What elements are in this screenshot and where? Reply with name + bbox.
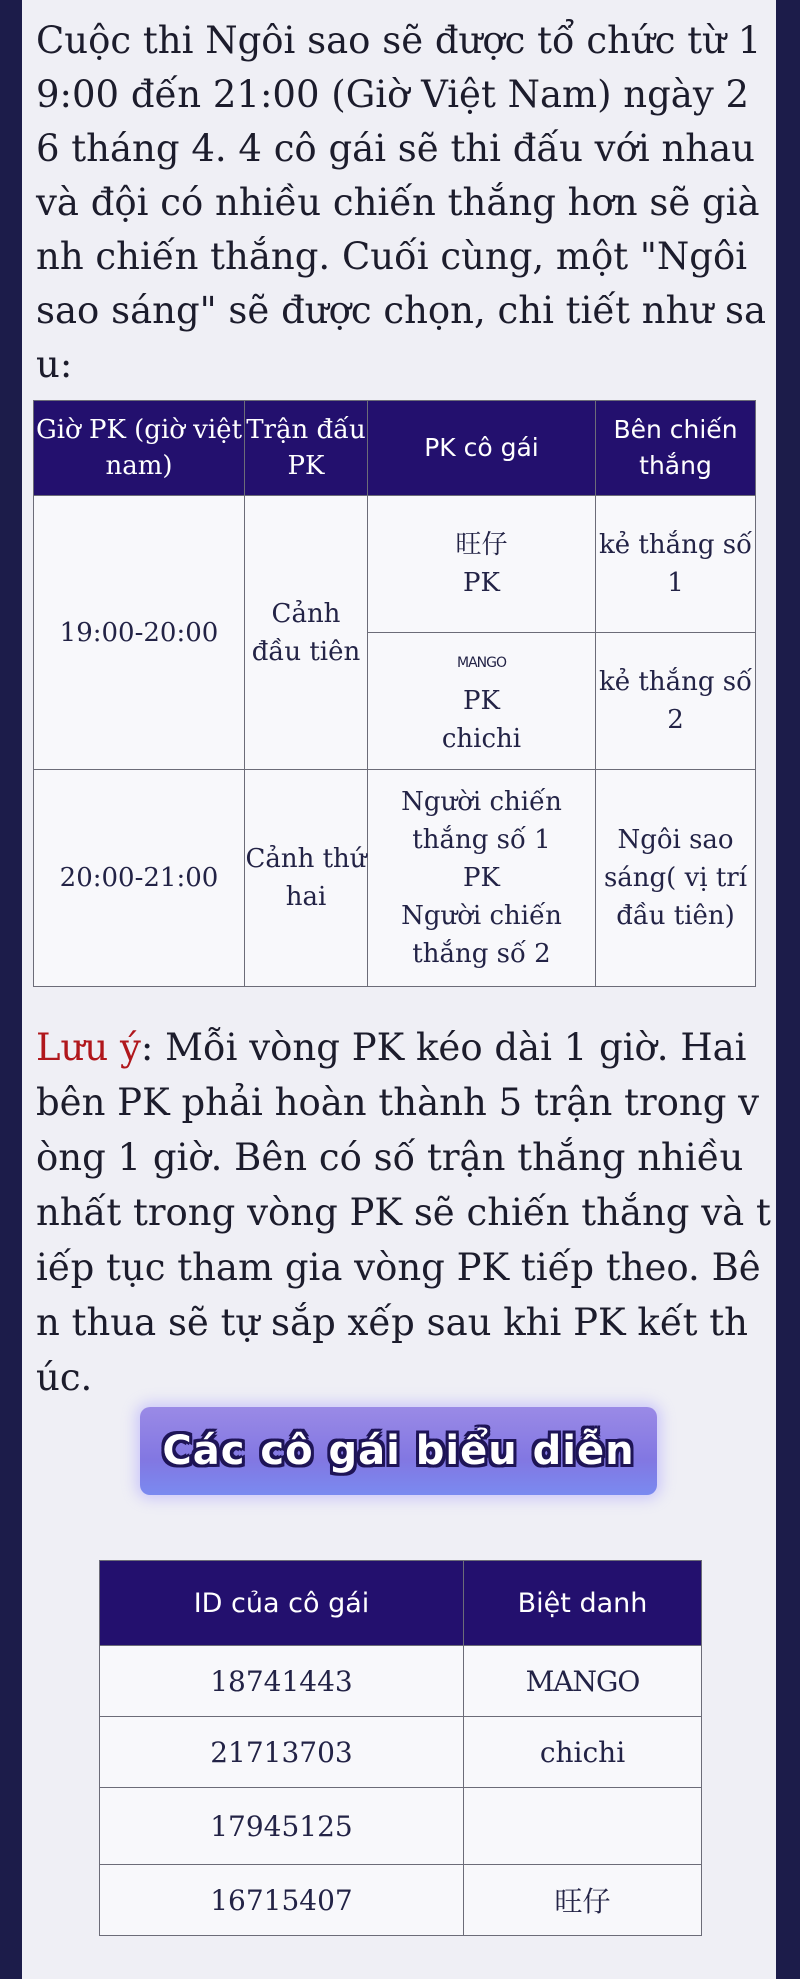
section-title: Các cô gái biểu diễn — [162, 1428, 635, 1474]
round-cell: Cảnh thứ hai — [245, 770, 368, 987]
winner-cell: kẻ thắng số 1 — [596, 496, 756, 633]
schedule-header-row — [34, 401, 756, 496]
section-title-banner — [140, 1407, 657, 1495]
winner-cell: kẻ thắng số 2 — [596, 633, 756, 770]
match-vs: PK — [463, 568, 500, 598]
girl-id: 17945125 — [100, 1788, 464, 1865]
header-winner: Bên chiến thắng — [596, 401, 756, 496]
girl-nickname: MANGO — [464, 1646, 702, 1717]
match-cell — [368, 770, 596, 987]
match-cell — [368, 633, 596, 770]
match-player-b: Người chiến thắng số 2 — [401, 901, 562, 969]
girl-nickname: chichi — [464, 1717, 702, 1788]
note-text: : Mỗi vòng PK kéo dài 1 giờ. Hai bên PK phải hoàn thành 5 trận trong vòng 1 giờ. Bên có số trận thắng nhiều nhất trong vòng PK sẽ chiến thắng và tiếp tục tham gia vòng PK tiếp theo. Bên thua sẽ tự sắp xếp sau khi PK kết thúc. — [36, 1026, 771, 1399]
girls-header-row — [100, 1561, 702, 1646]
table-row — [100, 1865, 702, 1936]
header-girl-id: ID của cô gái — [100, 1561, 464, 1646]
match-vs: PK — [463, 686, 500, 716]
girl-nickname — [464, 1788, 702, 1865]
table-row — [100, 1717, 702, 1788]
table-row — [100, 1646, 702, 1717]
girl-nickname: 旺仔 — [464, 1865, 702, 1936]
intro-paragraph: Cuộc thi Ngôi sao sẽ được tổ chức từ 19:00 đến 21:00 (Giờ Việt Nam) ngày 26 tháng 4. 4 cô gái sẽ thi đấu với nhau và đội có nhiều chiến thắng hơn sẽ giành chiến thắng. Cuối cùng, một "Ngôi sao sáng" sẽ được chọn, chi tiết như sau: — [36, 19, 767, 386]
table-row — [34, 496, 756, 633]
time-cell: 20:00-21:00 — [34, 770, 245, 987]
match-player-a: Người chiến thắng số 1 — [401, 787, 562, 855]
girls-table — [99, 1560, 702, 1936]
match-cell — [368, 496, 596, 633]
header-nickname: Biệt danh — [464, 1561, 702, 1646]
girl-id: 21713703 — [100, 1717, 464, 1788]
table-row — [100, 1788, 702, 1865]
match-vs: PK — [463, 863, 500, 893]
header-girls: PK cô gái — [368, 401, 596, 496]
time-cell: 19:00-20:00 — [34, 496, 245, 770]
header-round: Trận đấu PK — [245, 401, 368, 496]
table-row — [34, 770, 756, 987]
girl-id: 16715407 — [100, 1865, 464, 1936]
match-player-a: MANGO — [457, 655, 506, 671]
match-player-a: 旺仔 — [455, 530, 508, 560]
note-label: Lưu ý — [36, 1026, 141, 1069]
winner-cell: Ngôi sao sáng( vị trí đầu tiên) — [596, 770, 756, 987]
match-player-b: chichi — [441, 724, 522, 754]
schedule-table — [33, 400, 756, 987]
note-paragraph — [36, 1020, 771, 1405]
girl-id: 18741443 — [100, 1646, 464, 1717]
header-time: Giờ PK (giờ việt nam) — [34, 401, 245, 496]
round-cell: Cảnh đầu tiên — [245, 496, 368, 770]
